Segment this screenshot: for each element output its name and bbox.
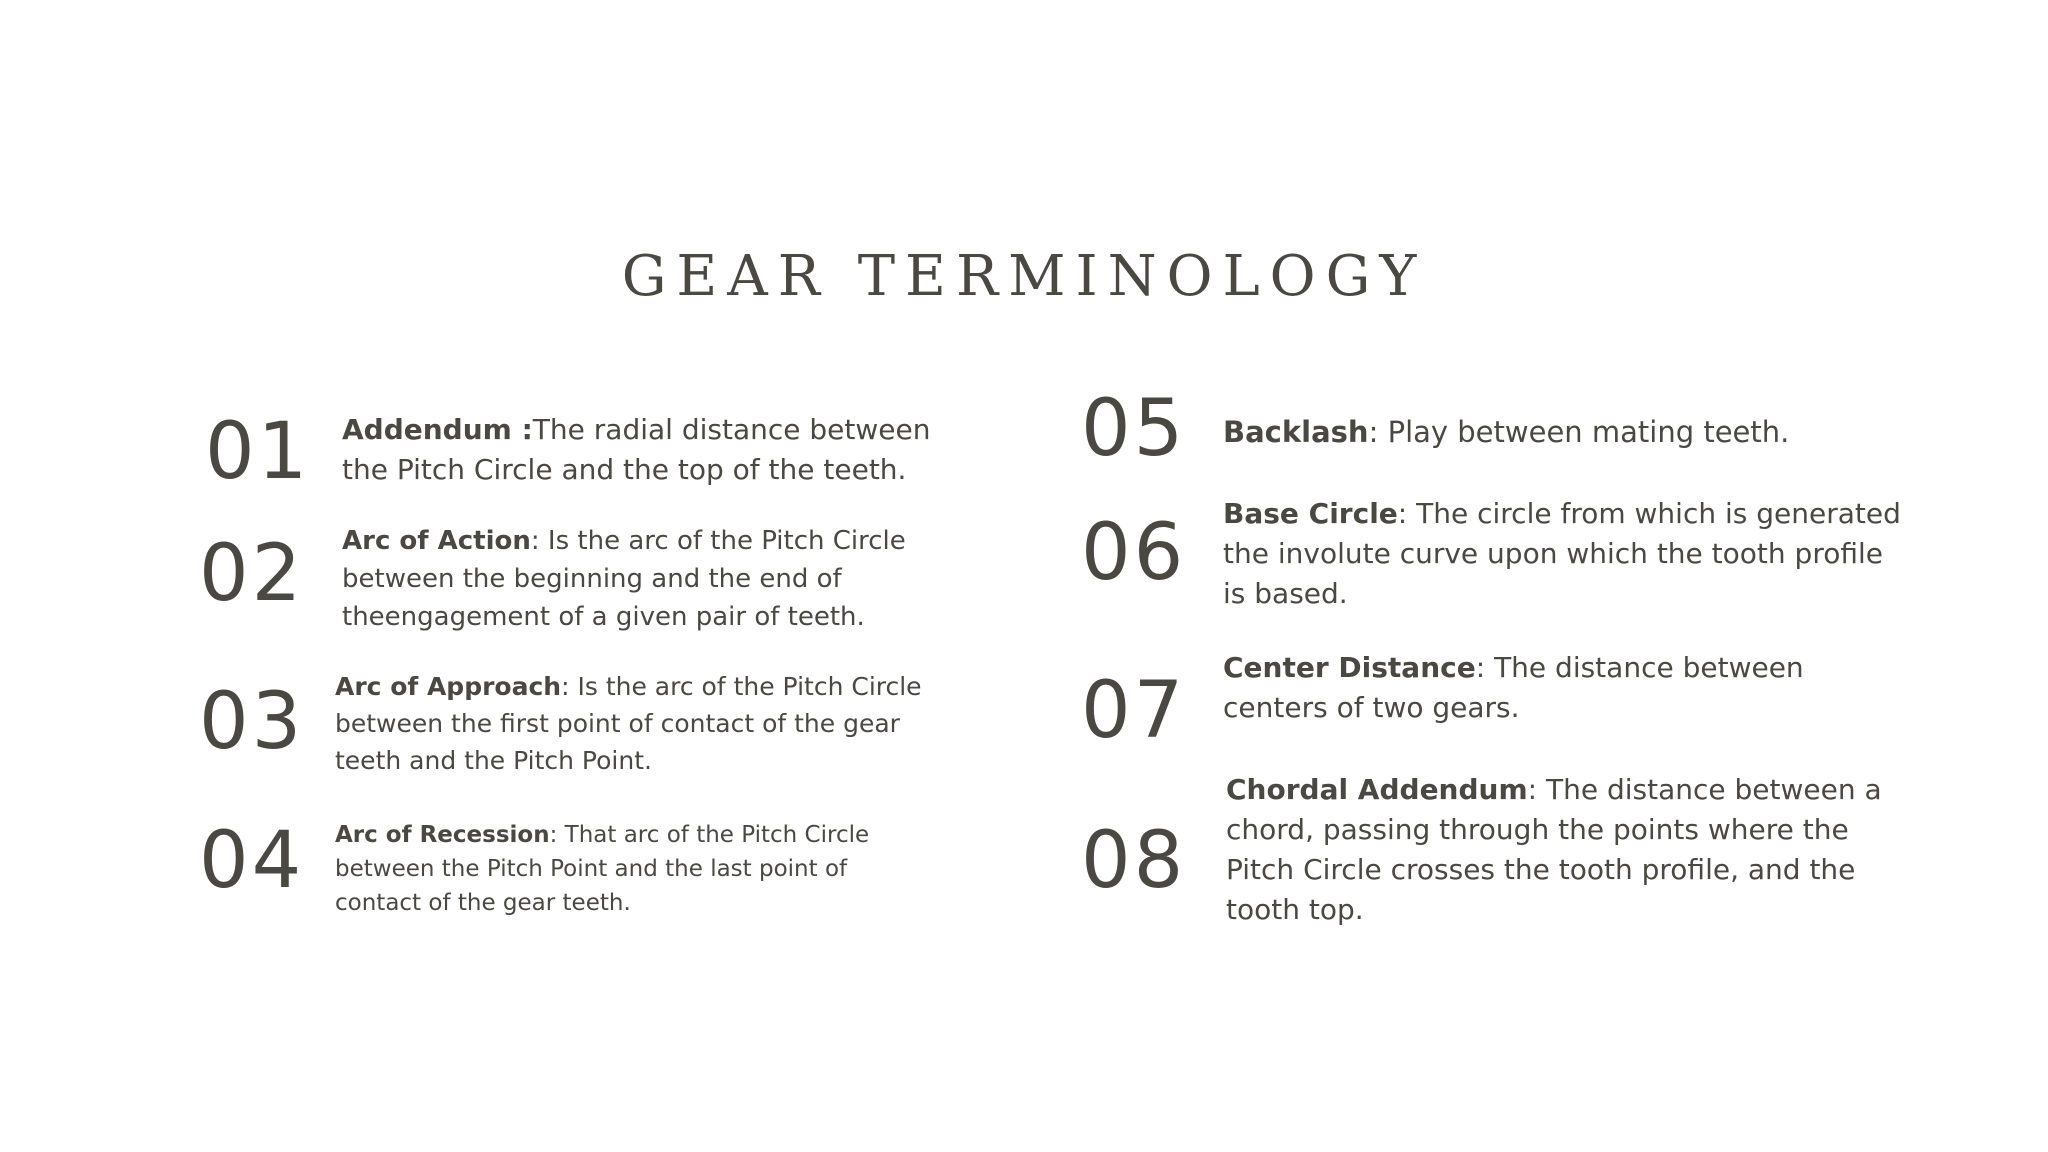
term-text: The circle from which is generated the involute curve upon which the tooth profile is based. bbox=[1223, 497, 1901, 610]
term-text: The distance between centers of two gears. bbox=[1223, 651, 1804, 724]
term-text: That arc of the Pitch Circle between the Pitch Point and the last point of contact of the gear teeth. bbox=[335, 822, 870, 916]
term-description bbox=[1223, 494, 1903, 614]
item-number: 06 bbox=[1081, 508, 1187, 598]
term-separator: : bbox=[1368, 415, 1388, 449]
term-name: Addendum bbox=[342, 413, 512, 446]
term-description bbox=[335, 818, 895, 920]
term-description bbox=[342, 410, 982, 490]
item-number: 07 bbox=[1081, 666, 1187, 756]
term-text: Is the arc of the Pitch Circle between the beginning and the end of theengagement of a given pair of teeth. bbox=[342, 526, 906, 632]
item-number: 04 bbox=[199, 816, 305, 906]
item-number: 05 bbox=[1081, 384, 1187, 474]
term-separator: : bbox=[530, 526, 548, 556]
term-separator: : bbox=[1475, 651, 1495, 684]
term-name: Arc of Approach bbox=[335, 672, 562, 701]
term-text: Play between mating teeth. bbox=[1387, 415, 1790, 449]
term-text: Is the arc of the Pitch Circle between the first point of contact of the gear teeth and the Pitch Point. bbox=[335, 672, 922, 775]
term-description bbox=[1226, 770, 1886, 930]
term-separator: : bbox=[511, 413, 533, 446]
term-name: Center Distance bbox=[1223, 651, 1476, 684]
item-number: 08 bbox=[1081, 816, 1187, 906]
term-description bbox=[1223, 648, 1903, 728]
term-description bbox=[335, 668, 935, 779]
term-separator: : bbox=[1397, 497, 1417, 530]
term-name: Base Circle bbox=[1223, 497, 1398, 530]
term-separator: : bbox=[549, 822, 565, 848]
term-name: Arc of Action bbox=[342, 526, 531, 556]
term-name: Backlash bbox=[1223, 415, 1369, 449]
item-number: 02 bbox=[199, 529, 305, 619]
slide-title: GEAR TERMINOLOGY bbox=[621, 244, 1427, 309]
term-text: The distance between a chord, passing through the points where the Pitch Circle crosses the tooth profile, and the tooth top. bbox=[1226, 773, 1882, 926]
term-separator: : bbox=[1527, 773, 1546, 806]
item-number: 03 bbox=[199, 677, 305, 767]
item-number: 01 bbox=[205, 407, 311, 497]
term-description bbox=[342, 522, 922, 636]
term-text: The radial distance between the Pitch Circle and the top of the teeth. bbox=[342, 413, 931, 486]
term-name: Arc of Recession bbox=[335, 822, 550, 848]
term-description bbox=[1223, 412, 1923, 452]
term-name: Chordal Addendum bbox=[1226, 773, 1528, 806]
term-separator: : bbox=[561, 672, 578, 701]
